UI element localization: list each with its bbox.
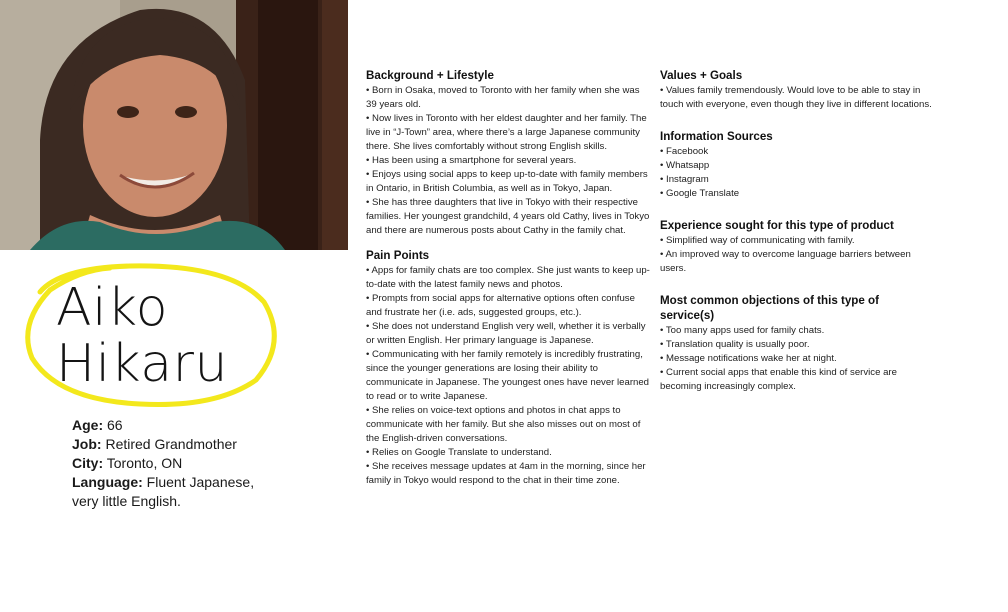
bullet-item: • She does not understand English very well, whether it is verbally or written English. Her primary language is Japanese. [366,320,650,348]
bullet-item: • She receives message updates at 4am in the morning, since her family in Tokyo would respond to the chat in their time zone. [366,460,650,488]
fact-job: Job: Retired Grandmother [72,436,237,452]
section-title: Background + Lifestyle [366,69,494,82]
bullet-item: • Relies on Google Translate to understand. [366,446,650,460]
left-sections-column [366,68,650,498]
bullet-item: • Enjoys using social apps to keep up-to-date with family members in Ontario, in British Columbia, as well as in Tokyo, Japan. [366,168,650,196]
section-most-common-objections-of-this-type-of-service-s [660,293,932,394]
last-name: Hikaru [56,334,228,394]
section-title: Information Sources [660,130,773,143]
bullet-item: • Has been using a smartphone for several years. [366,154,650,168]
persona-name [56,280,228,392]
fact-city: City: Toronto, ON [72,455,183,471]
bullet-item: • Translation quality is usually poor. [660,338,932,352]
bullet-item: • Whatsapp [660,159,932,173]
bullet-list [660,324,932,394]
persona-facts [72,416,282,511]
section-background-lifestyle [366,68,650,238]
section-experience-sought-for-this-type-of-product [660,218,932,276]
bullet-item: • Simplified way of communicating with family. [660,234,932,248]
section-pain-points [366,248,650,488]
bullet-list [366,84,650,238]
persona-name-block [20,262,290,412]
bullet-item: • Facebook [660,145,932,159]
bullet-item: • Google Translate [660,187,932,201]
bullet-item: • Instagram [660,173,932,187]
bullet-item: • She relies on voice-text options and photos in chat apps to communicate with her family. But she also misses out on most of the English-driven conversations. [366,404,650,446]
section-values-goals [660,68,932,112]
fact-language: Language: Fluent Japanese, very little English. [72,474,255,509]
bullet-list [660,84,932,112]
bullet-item: • Apps for family chats are too complex. She just wants to keep up-to-date with the latest family news and photos. [366,264,650,292]
bullet-item: • Values family tremendously. Would love to be able to stay in touch with everyone, even though they live in different locations. [660,84,932,112]
section-title: Values + Goals [660,69,743,82]
persona-photo [0,0,348,250]
section-title: Pain Points [366,249,430,262]
bullet-item: • Too many apps used for family chats. [660,324,932,338]
right-sections-column [660,68,932,411]
bullet-item: • Now lives in Toronto with her eldest daughter and her family. The live in “J-Town” area, where there’s a large Japanese community there. She lives comfortably without strong English skills. [366,112,650,154]
bullet-item: • An improved way to overcome language barriers between users. [660,248,932,276]
bullet-item: • She has three daughters that live in Tokyo with their respective families. Her youngest grandchild, 4 years old Cathy, lives in Tokyo and there are numerous posts about Cathy in the family chat. [366,196,650,238]
bullet-item: • Message notifications wake her at night. [660,352,932,366]
bullet-list [660,145,932,201]
bullet-list [366,264,650,488]
bullet-item: • Communicating with her family remotely is incredibly frustrating, since the younger generations are losing their ability to communicate in Japanese. The youngest ones have never learned to read or to write Japanese. [366,348,650,404]
section-title: Most common objections of this type of service(s) [660,294,879,322]
bullet-item: • Born in Osaka, moved to Toronto with her family when she was 39 years old. [366,84,650,112]
section-information-sources [660,129,932,201]
bullet-item: • Current social apps that enable this kind of service are becoming increasingly complex. [660,366,932,394]
section-title: Experience sought for this type of product [660,219,894,232]
first-name: Aiko [56,278,169,338]
bullet-list [660,234,932,276]
bullet-item: • Prompts from social apps for alternative options often confuse and frustrate her (i.e. ads, suggested groups, etc.). [366,292,650,320]
fact-age: Age: 66 [72,417,123,433]
portrait-image [0,0,348,250]
